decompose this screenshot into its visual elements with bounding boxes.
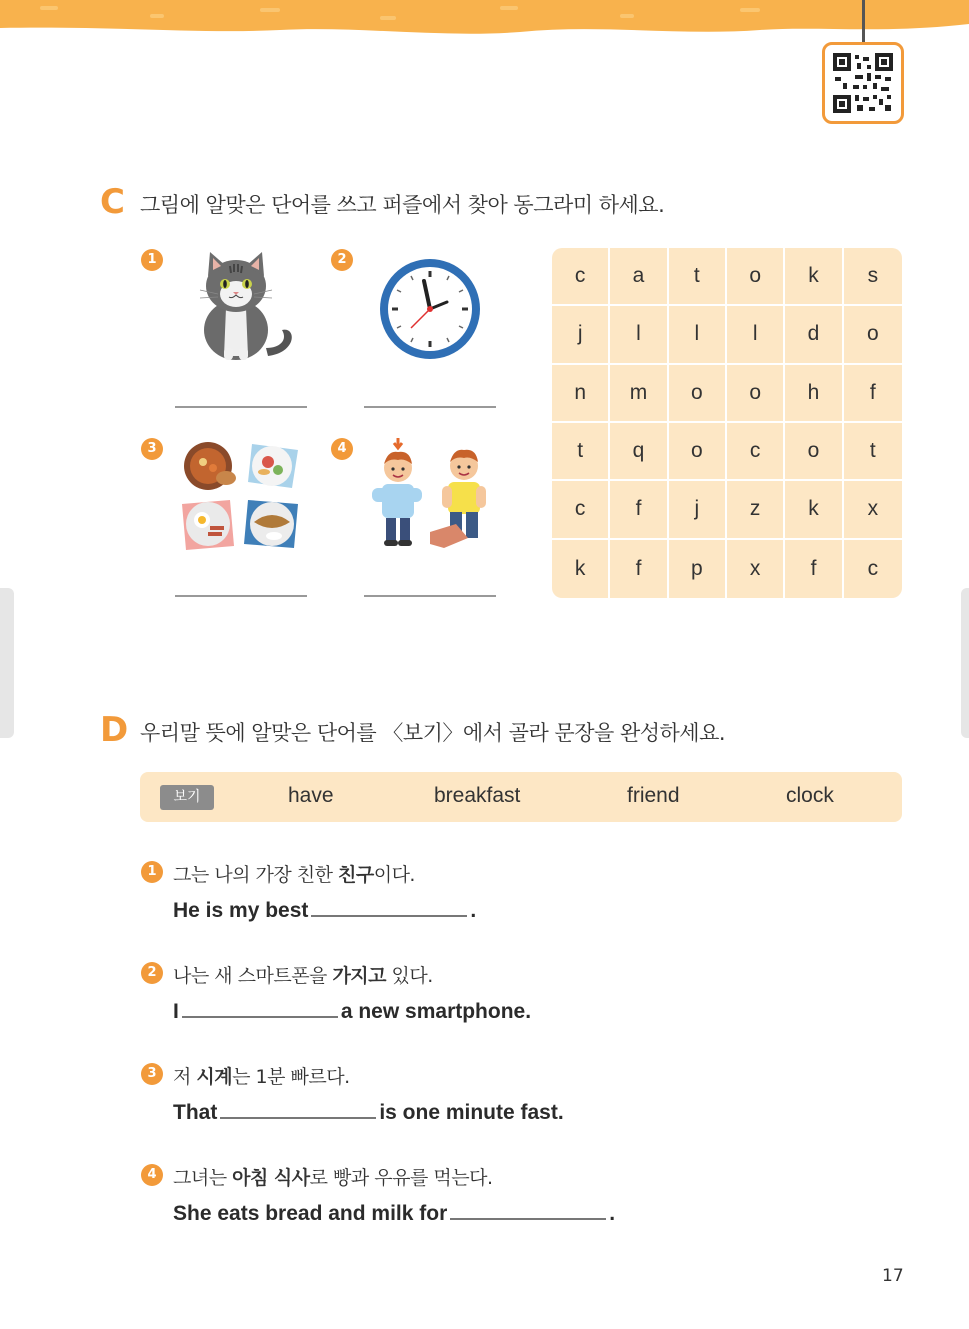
puzzle-cell[interactable]: o bbox=[669, 423, 727, 481]
puzzle-cell[interactable]: k bbox=[785, 481, 843, 539]
question-2-number: 2 bbox=[141, 962, 163, 984]
word-option-clock: clock bbox=[786, 784, 834, 807]
puzzle-cell[interactable]: o bbox=[785, 423, 843, 481]
puzzle-cell[interactable]: t bbox=[669, 248, 727, 306]
puzzle-cell[interactable]: x bbox=[727, 540, 785, 598]
section-c-title: 그림에 알맞은 단어를 쓰고 퍼즐에서 찾아 동그라미 하세요. bbox=[140, 193, 665, 217]
question-4-blank[interactable] bbox=[450, 1198, 606, 1220]
section-d-title: 우리말 뜻에 알맞은 단어를 〈보기〉에서 골라 문장을 완성하세요. bbox=[140, 721, 726, 745]
puzzle-cell[interactable]: o bbox=[727, 248, 785, 306]
question-2-english: I a new smartphone. bbox=[173, 996, 531, 1024]
item-2-number: 2 bbox=[331, 249, 353, 271]
puzzle-cell[interactable]: p bbox=[669, 540, 727, 598]
puzzle-cell[interactable]: a bbox=[610, 248, 668, 306]
word-option-have: have bbox=[288, 784, 334, 807]
section-d-letter: D bbox=[100, 710, 129, 750]
section-c-letter: C bbox=[100, 182, 125, 222]
puzzle-cell[interactable]: o bbox=[727, 365, 785, 423]
item-1-number: 1 bbox=[141, 249, 163, 271]
question-4-korean: 그녀는 아침 식사로 빵과 우유를 먹는다. bbox=[173, 1167, 493, 1189]
qr-code-icon bbox=[833, 53, 893, 113]
question-3-number: 3 bbox=[141, 1063, 163, 1085]
item-1-answer-line[interactable] bbox=[175, 406, 307, 408]
puzzle-cell[interactable]: l bbox=[727, 306, 785, 364]
puzzle-cell[interactable]: j bbox=[552, 306, 610, 364]
puzzle-cell[interactable]: f bbox=[785, 540, 843, 598]
puzzle-cell[interactable]: n bbox=[552, 365, 610, 423]
question-1-blank[interactable] bbox=[311, 895, 467, 917]
puzzle-cell[interactable]: l bbox=[669, 306, 727, 364]
question-1-english: He is my best . bbox=[173, 895, 476, 923]
puzzle-cell[interactable]: d bbox=[785, 306, 843, 364]
puzzle-cell[interactable]: h bbox=[785, 365, 843, 423]
puzzle-cell[interactable]: f bbox=[610, 481, 668, 539]
left-page-edge[interactable] bbox=[0, 588, 14, 738]
question-3-blank[interactable] bbox=[220, 1097, 376, 1119]
puzzle-cell[interactable]: t bbox=[844, 423, 902, 481]
puzzle-cell[interactable]: z bbox=[727, 481, 785, 539]
qr-code[interactable] bbox=[822, 42, 904, 124]
puzzle-cell[interactable]: f bbox=[844, 365, 902, 423]
word-search-grid bbox=[552, 248, 902, 598]
puzzle-cell[interactable]: m bbox=[610, 365, 668, 423]
top-orange-band bbox=[0, 0, 969, 40]
word-box bbox=[140, 772, 902, 822]
question-3-english: That is one minute fast. bbox=[173, 1097, 564, 1125]
cat-picture bbox=[188, 248, 298, 366]
question-3-korean: 저 시계는 1분 빠르다. bbox=[173, 1066, 350, 1088]
qr-hanger-line bbox=[862, 0, 865, 44]
puzzle-cell[interactable]: l bbox=[610, 306, 668, 364]
item-3-number: 3 bbox=[141, 438, 163, 460]
puzzle-cell[interactable]: q bbox=[610, 423, 668, 481]
question-1-korean: 그는 나의 가장 친한 친구이다. bbox=[173, 864, 415, 886]
clock-picture bbox=[377, 256, 483, 362]
puzzle-cell[interactable]: o bbox=[844, 306, 902, 364]
item-4-answer-line[interactable] bbox=[364, 595, 496, 597]
word-option-friend: friend bbox=[627, 784, 680, 807]
puzzle-cell[interactable]: c bbox=[552, 248, 610, 306]
question-4-english: She eats bread and milk for . bbox=[173, 1198, 615, 1226]
item-3-answer-line[interactable] bbox=[175, 595, 307, 597]
word-option-breakfast: breakfast bbox=[434, 784, 521, 807]
puzzle-cell[interactable]: s bbox=[844, 248, 902, 306]
puzzle-cell[interactable]: f bbox=[610, 540, 668, 598]
question-1-number: 1 bbox=[141, 861, 163, 883]
item-4-number: 4 bbox=[331, 438, 353, 460]
puzzle-cell[interactable]: k bbox=[785, 248, 843, 306]
question-2-korean: 나는 새 스마트폰을 가지고 있다. bbox=[173, 965, 433, 987]
puzzle-cell[interactable]: j bbox=[669, 481, 727, 539]
right-page-edge[interactable] bbox=[961, 588, 969, 738]
puzzle-cell[interactable]: c bbox=[727, 423, 785, 481]
puzzle-cell[interactable]: t bbox=[552, 423, 610, 481]
puzzle-cell[interactable]: k bbox=[552, 540, 610, 598]
item-2-answer-line[interactable] bbox=[364, 406, 496, 408]
puzzle-cell[interactable]: x bbox=[844, 481, 902, 539]
puzzle-cell[interactable]: c bbox=[867, 556, 879, 580]
question-4-number: 4 bbox=[141, 1164, 163, 1186]
page-number: 17 bbox=[882, 1266, 904, 1286]
friends-picture bbox=[368, 436, 496, 554]
question-2-blank[interactable] bbox=[182, 996, 338, 1018]
puzzle-cell[interactable]: o bbox=[669, 365, 727, 423]
breakfast-picture bbox=[178, 438, 302, 556]
word-box-label: 보기 bbox=[160, 785, 214, 810]
puzzle-cell[interactable]: c bbox=[552, 481, 610, 539]
